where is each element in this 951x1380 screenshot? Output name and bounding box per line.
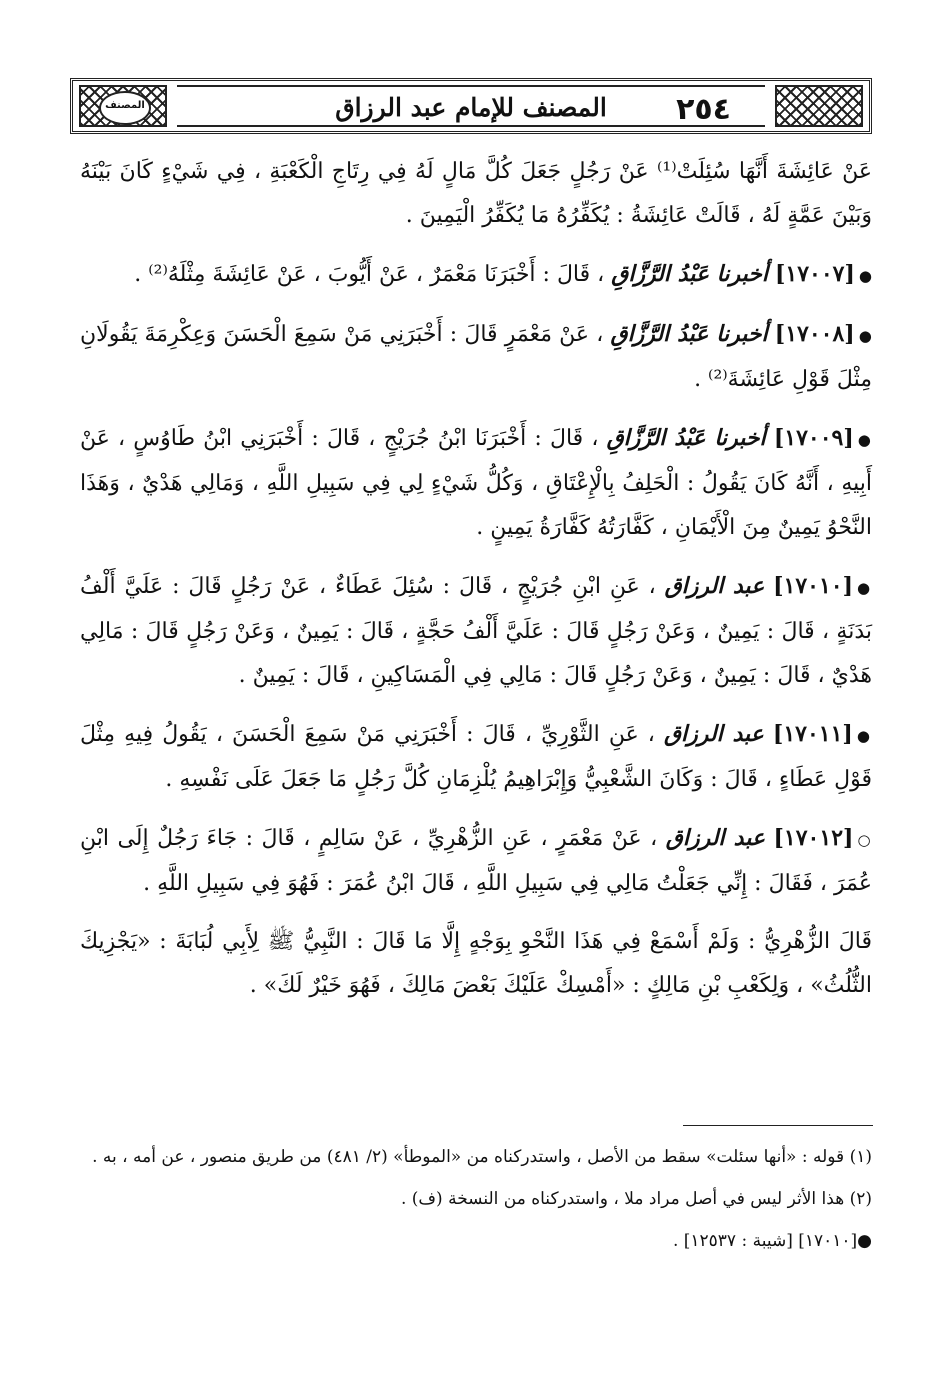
book-emblem: المصنف: [99, 91, 151, 125]
header-band: [177, 85, 765, 127]
footnote-source-ref: ●[١٧٠١٠] [شيبة : ١٢٥٣٧] .: [672, 1231, 872, 1251]
hadith-17007: [80, 252, 872, 298]
bullet-marker: ●: [858, 267, 872, 285]
footnotes: [80, 1140, 872, 1266]
isnad-head: عبد الرزاق: [665, 825, 765, 851]
footnote-2: (٢) هذا الأثر ليس في أصل مراد ملا ، واستدركناه من النسخة (ف) .: [400, 1189, 872, 1209]
footnote-1: (١) قوله : «أنها سئلت» سقط من الأصل ، واستدركناه من «الموطأ» (٢/ ٤٨١) من طريق منصور ، عن أمه ، به .: [92, 1147, 872, 1167]
hadith-number: [١٧٠٠٧]: [774, 261, 855, 287]
bullet-marker: ●: [857, 579, 873, 597]
page-header: [70, 78, 872, 134]
hadith-text: ، قَالَ : أَخْبَرَنَا مَعْمَرٌ ، عَنْ أَيُّوبَ ، عَنْ عَائِشَةَ مِثْلَهُ⁽²⁾ .: [134, 262, 605, 287]
isnad-head: أخبرنا عَبْدُ الرَّزَّاقِ: [610, 321, 768, 347]
hadith-number: [١٧٠١٠]: [773, 573, 854, 599]
hadith-17008: [80, 312, 872, 402]
isnad-head: أخبرنا عَبْدُ الرَّزَّاقِ: [611, 261, 768, 287]
hadith-text: ، عَنْ مَعْمَرٍ ، عَنِ الزُّهْرِيِّ ، عَنْ سَالِمٍ ، قَالَ : جَاءَ رَجُلٌ إِلَى ابْنِ عُمَرَ ، فَقَالَ : إِنِّي جَعَلْتُ مَالِي فِي سَبِيلِ اللَّهِ ، قَالَ ابْنُ عُمَرَ : فَهُوَ فِي سَبِيلِ اللَّهِ .: [80, 826, 872, 896]
hadith-17011: [80, 712, 872, 802]
bullet-marker: ●: [856, 727, 873, 745]
isnad-head: أخبرنا عَبْدُ الرَّزَّاقِ: [606, 425, 766, 451]
isnad-head: عبد الرزاق: [663, 721, 764, 747]
zuhri-comment: قَالَ الزُّهْرِيُّ : وَلَمْ أَسْمَعْ فِي هَذَا النَّحْوِ بِوَجْهٍ إِلَّا مَا قَالَ : النَّبِيُّ ﷺ لِأَبِي لُبَابَةَ : «يَجْزِيكَ الثُّلُثُ» ، وَلِكَعْبِ بْنِ مَالِكٍ : «أَمْسِكْ عَلَيْكَ بَعْضَ مَالِكَ ، فَهُوَ خَيْرٌ لَكَ» .: [80, 929, 872, 998]
main-text: [80, 150, 872, 1022]
hadith-17010: [80, 564, 872, 698]
page-number: ٢٥٤: [676, 92, 731, 127]
hadith-text: ، عَنِ الثَّوْرِيِّ ، قَالَ : أَخْبَرَنِي مَنْ سَمِعَ الْحَسَنَ ، يَقُولُ فِيهِ مِثْلَ قَوْلِ عَطَاءٍ ، قَالَ : وَكَانَ الشَّعْبِيُّ وَإِبْرَاهِيمُ يُلْزِمَانِ كُلَّ رَجُلٍ مَا جَعَلَ عَلَى نَفْسِهِ .: [80, 722, 872, 792]
hadith-text: ، عَنِ ابْنِ جُرَيْجٍ ، قَالَ : سُئِلَ عَطَاءٌ ، عَنْ رَجُلٍ قَالَ : عَلَيَّ أَلْفُ بَدَنَةٍ ، قَالَ : يَمِينٌ ، وَعَنْ رَجُلٍ قَالَ : عَلَيَّ أَلْفُ حَجَّةٍ ، قَالَ : يَمِينٌ ، وَعَنْ رَجُلٍ قَالَ : مَالِي هَدْيٌ ، قَالَ : يَمِينٌ ، وَعَنْ رَجُلٍ قَالَ : مَالِي فِي الْمَسَاكِينِ ، قَالَ : يَمِينٌ .: [80, 574, 872, 688]
hadith-17009: [80, 416, 872, 550]
hadith-number: [١٧٠١٢]: [773, 825, 854, 851]
bullet-marker: ●: [857, 431, 873, 449]
header-ornament-left: [79, 85, 167, 127]
hadith-number: [١٧٠٠٨]: [774, 321, 855, 347]
paragraph-continuation: عَنْ عَائِشَةَ أَنَّهَا سُئِلَتْ⁽¹⁾ عَنْ رَجُلٍ جَعَلَ كُلَّ مَالٍ لَهُ فِي رِتَاجِ الْكَعْبَةِ ، فِي شَيْءٍ كَانَ بَيْنَهُ وَبَيْنَ عَمَّةٍ لَهُ ، قَالَتْ عَائِشَةُ : يُكَفِّرُهُ مَا يُكَفِّرُ الْيَمِينَ .: [80, 159, 872, 228]
running-title: المصنف للإمام عبد الرزاق: [335, 93, 607, 122]
isnad-head: عبد الرزاق: [664, 573, 765, 599]
bullet-marker: ●: [858, 327, 872, 345]
footnote-separator: [683, 1125, 873, 1126]
hadith-number: [١٧٠١١]: [772, 721, 853, 747]
hadith-number: [١٧٠٠٩]: [773, 425, 854, 451]
hadith-text: ، عَنْ مَعْمَرٍ قَالَ : أَخْبَرَنِي مَنْ سَمِعَ الْحَسَنَ وَعِكْرِمَةَ يَقُولَانِ مِثْلَ قَوْلِ عَائِشَةَ⁽²⁾ .: [80, 322, 872, 392]
hadith-text: ، قَالَ : أَخْبَرَنَا ابْنُ جُرَيْجٍ ، قَالَ : أَخْبَرَنِي ابْنُ طَاوُسٍ ، عَنْ أَبِيهِ ، أَنَّهُ كَانَ يَقُولُ : الْحَلِفُ بِالْإِعْتَاقِ ، وَكُلُّ شَيْءٍ لِي فِي سَبِيلِ اللَّهِ ، وَمَالِي هَدْيٌ ، وَهَذَا النَّحْوُ يَمِينٌ مِنَ الْأَيْمَانِ ، كَفَّارَتُهُ كَفَّارَةُ يَمِينٍ .: [80, 426, 872, 540]
circle-marker: ○: [857, 831, 873, 849]
header-ornament-right: [775, 85, 863, 127]
hadith-17012: [80, 816, 872, 906]
